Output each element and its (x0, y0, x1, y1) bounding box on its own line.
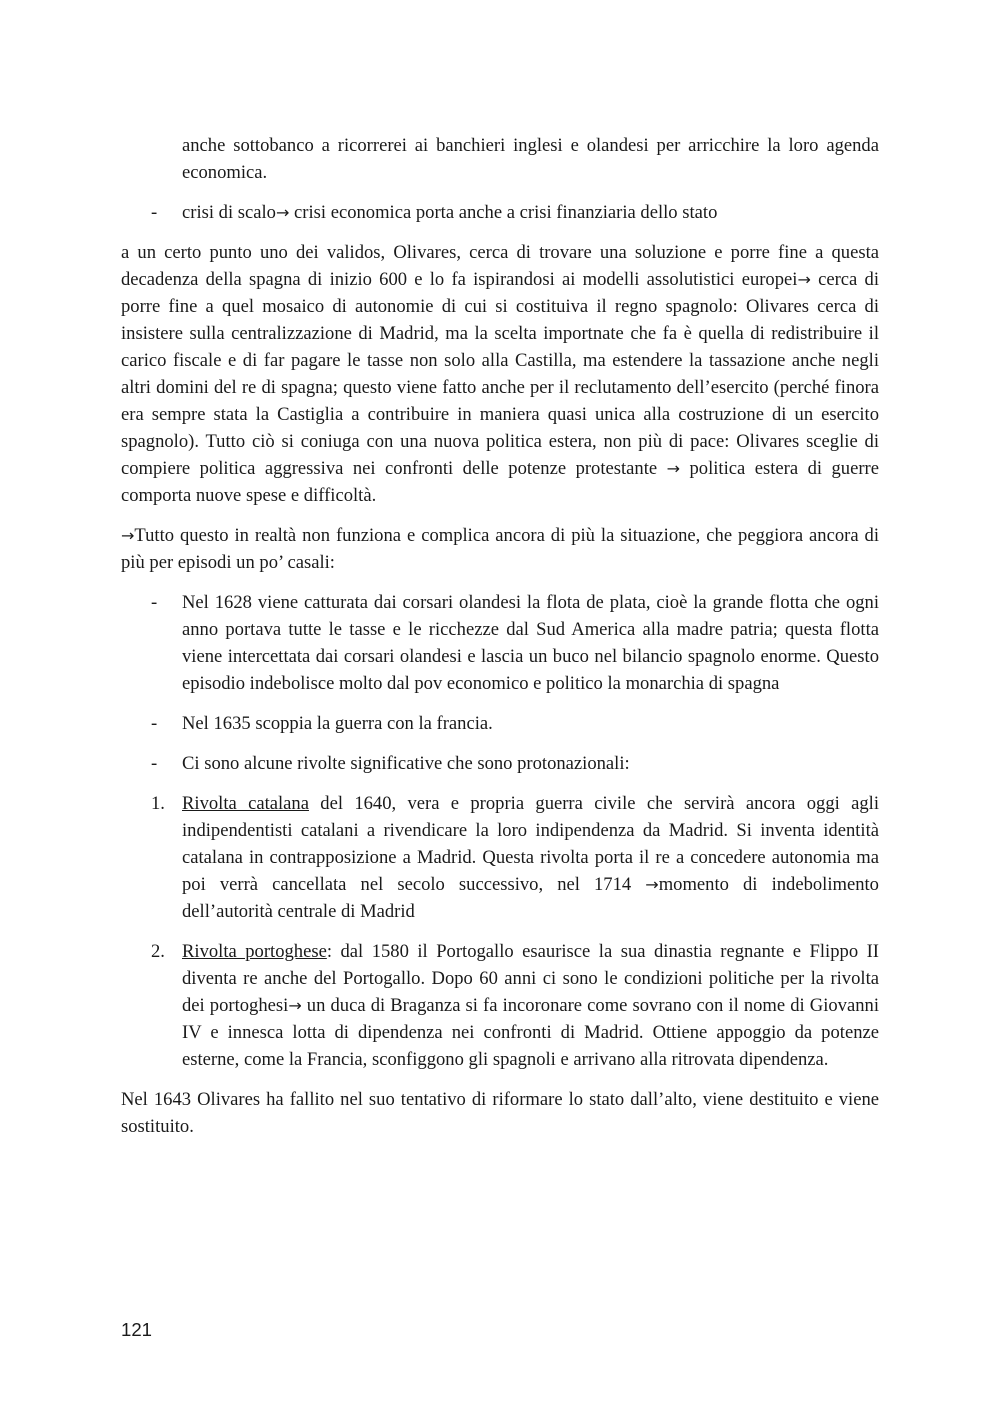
list-item-text: : dal 1580 il Portogallo esaurisce la sua dinastia regnante e Flippo II diventa re anche del Portogallo. Dopo 60 anni ci sono le condizioni politiche per la rivolta dei portoghesi (182, 941, 879, 1016)
paragraph-text: a un certo punto uno dei validos, Olivares, cerca di trovare una soluzione e porre fine a questa decadenza della spagna di inizio 600 e lo fa ispirandosi ai modelli assolutistici europei (121, 242, 879, 290)
arrow-icon: → (666, 459, 681, 478)
list-item (121, 589, 879, 697)
bullet-marker: - (151, 713, 158, 734)
bullet-marker: - (151, 753, 158, 774)
number-marker: 2. (151, 941, 165, 962)
list-item-text: Nel 1628 viene catturata dai corsari olandesi la flota de plata, cioè la grande flotta che ogni anno portava tutte le tasse e le ricchezze dal Sud America alla madre patria; questa flotta viene intercettata dai corsari olandesi e lascia un buco nel bilancio spagnolo enorme. Questo episodio indebolisce molto dal pov economico e politico la monarchia di spagna (182, 592, 879, 694)
closing-paragraph: Nel 1643 Olivares ha fallito nel suo tentativo di riformare lo stato dall’alto, viene destituito e viene sostituito. (121, 1089, 879, 1137)
list-item-text: Nel 1635 scoppia la guerra con la francia. (182, 713, 493, 734)
arrow-icon: → (275, 203, 290, 222)
list-item-text: un duca di Braganza si fa incoronare come sovrano con il nome di Giovanni IV e innesca lotta di dipendenza nei confronti di Madrid. Ottiene appoggio da potenze esterne, come la Francia, sconfiggono gli spagnoli e arrivano alla ritrovata dipendenza. (182, 995, 879, 1070)
item-title: Rivolta portoghese (182, 941, 327, 962)
paragraph-text: Tutto questo in realtà non funziona e complica ancora di più la situazione, che peggiora ancora di più per episodi un po’ casali: (121, 525, 879, 573)
list-item (121, 199, 879, 226)
numbered-item (121, 938, 879, 1073)
paragraph-text: cerca di porre fine a quel mosaico di autonomie di cui si costituiva il regno spagnolo: Olivares cerca di insistere sulla centralizzazione di Madrid, ma la scelta importnate che fa è quella di redistribuire il carico fiscale e di far pagare le tasse non solo alla Castilla, ma estendere la tassazione anche negli altri domini del re di spagna; questo viene fatto anche per il reclutamento dell’esercito (perché finora era sempre stata la Castiglia a contribuire in maniera quasi unica alla costruzione di un esercito spagnolo). Tutto ciò si coniuga con una nuova politica estera, non più di pace: Olivares sceglie di compiere politica aggressiva nei confronti delle potenze protestante (121, 269, 879, 479)
page-body (121, 132, 879, 1140)
paragraph-situation (121, 522, 879, 576)
arrow-icon: → (645, 875, 659, 894)
list-item-text: del 1640, vera e propria guerra civile che servirà ancora oggi agli indipendentisti catalani a rivendicare la loro indipendenza da Madrid. Si inventa identità catalana in contrapposizione a Madrid. Questa rivolta porta il re a concedere autonomia ma poi verrà cancellata nel secolo successivo, nel 1714 (182, 793, 879, 895)
list-item-text: Ci sono alcune rivolte significative che sono protonazionali: (182, 753, 630, 774)
paragraph-olivares (121, 239, 879, 509)
arrow-icon: → (288, 996, 302, 1015)
paragraph-text: politica estera di guerre comporta nuove spese e difficoltà. (121, 458, 879, 506)
item-title: Rivolta catalana (182, 793, 309, 814)
list-item (121, 710, 879, 737)
numbered-item (121, 790, 879, 925)
arrow-icon: → (797, 270, 811, 289)
list-item-text: momento di indebolimento dell’autorità centrale di Madrid (182, 874, 879, 922)
list-item-text: crisi economica porta anche a crisi finanziaria dello stato (289, 202, 718, 223)
list-item-text: crisi di scalo (182, 202, 276, 223)
page-number: 121 (121, 1319, 153, 1340)
list-item (121, 750, 879, 777)
bullet-marker: - (151, 202, 158, 223)
bullet-marker: - (151, 592, 158, 613)
number-marker: 1. (151, 793, 165, 814)
arrow-icon: → (121, 526, 135, 545)
continued-paragraph: anche sottobanco a ricorrerei ai banchieri inglesi e olandesi per arricchire la loro agenda economica. (182, 135, 879, 183)
